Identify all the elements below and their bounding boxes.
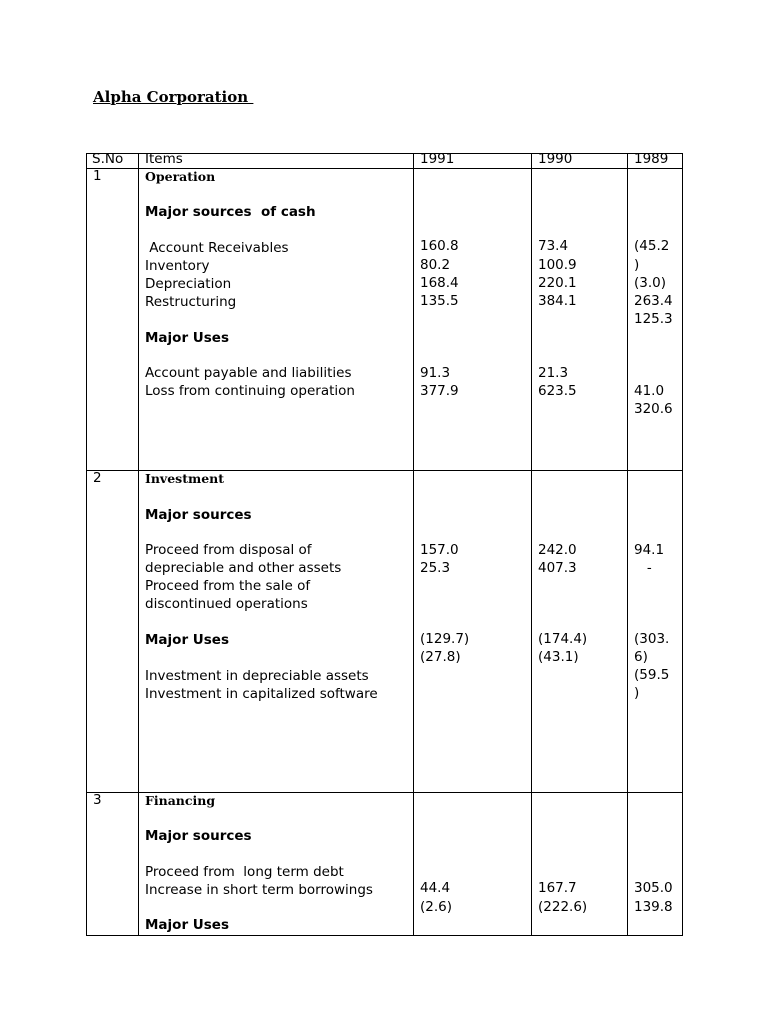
investment-sources-label: Major sources <box>145 507 252 523</box>
investment-uses-label: Major Uses <box>145 632 229 648</box>
header-items: Items <box>145 151 183 167</box>
value-1989: (3.0) <box>634 275 667 291</box>
value-1990: 242.0 <box>538 542 577 558</box>
financing-uses-label: Major Uses <box>145 917 229 933</box>
value-1989: ) <box>634 685 640 701</box>
item-label: Increase in short term borrowings <box>145 882 373 898</box>
value-1991: 377.9 <box>420 383 459 399</box>
item-label: Proceed from disposal of <box>145 542 312 558</box>
value-1991: 44.4 <box>420 880 451 896</box>
value-1989: - <box>634 560 652 576</box>
document-title: Alpha Corporation <box>93 88 254 106</box>
sno-1: 1 <box>93 168 102 184</box>
item-label: Investment in depreciable assets <box>145 668 369 684</box>
sno-2: 2 <box>93 470 102 486</box>
value-1990: 100.9 <box>538 257 577 273</box>
value-1991: 160.8 <box>420 238 459 254</box>
value-1991: 168.4 <box>420 275 459 291</box>
item-label: Inventory <box>145 258 210 274</box>
operation-sources-label: Major sources of cash <box>145 204 316 220</box>
item-label: Investment in capitalized software <box>145 686 378 702</box>
item-label: depreciable and other assets <box>145 560 342 576</box>
financing-sources-label: Major sources <box>145 828 252 844</box>
value-1989: (45.2 <box>634 238 670 254</box>
item-label: Loss from continuing operation <box>145 383 355 399</box>
value-1990: 407.3 <box>538 560 577 576</box>
value-1989: 125.3 <box>634 311 673 327</box>
value-1990: 623.5 <box>538 383 577 399</box>
item-label: discontinued operations <box>145 596 308 612</box>
value-1991: (129.7) <box>420 631 470 647</box>
value-1989: ) <box>634 257 640 273</box>
header-1991: 1991 <box>420 151 455 167</box>
item-label: Restructuring <box>145 294 237 310</box>
operation-uses-label: Major Uses <box>145 330 229 346</box>
header-sno: S.No <box>92 151 124 167</box>
value-1990: 167.7 <box>538 880 577 896</box>
header-1989: 1989 <box>634 151 669 167</box>
value-1990: (222.6) <box>538 899 588 915</box>
section-title-financing: Financing <box>145 793 216 808</box>
item-label: Proceed from the sale of <box>145 578 311 594</box>
value-1991: 80.2 <box>420 257 451 273</box>
item-label: Proceed from long term debt <box>145 864 344 880</box>
item-label: Depreciation <box>145 276 232 292</box>
value-1989: (303. <box>634 631 670 647</box>
value-1990: (174.4) <box>538 631 588 647</box>
value-1989: 320.6 <box>634 401 673 417</box>
sno-3: 3 <box>93 792 102 808</box>
value-1991: 157.0 <box>420 542 459 558</box>
value-1991: 25.3 <box>420 560 451 576</box>
value-1990: 73.4 <box>538 238 569 254</box>
value-1990: 220.1 <box>538 275 577 291</box>
value-1990: 384.1 <box>538 293 577 309</box>
value-1989: (59.5 <box>634 667 670 683</box>
value-1991: 135.5 <box>420 293 459 309</box>
value-1990: 21.3 <box>538 365 569 381</box>
value-1989: 263.4 <box>634 293 673 309</box>
value-1990: (43.1) <box>538 649 579 665</box>
value-1989: 41.0 <box>634 383 665 399</box>
item-label: Account payable and liabilities <box>145 365 352 381</box>
section-title-investment: Investment <box>145 471 225 486</box>
value-1991: (2.6) <box>420 899 453 915</box>
header-1990: 1990 <box>538 151 573 167</box>
item-label: Account Receivables <box>145 240 289 256</box>
value-1989: 305.0 <box>634 880 673 896</box>
section-title-operation: Operation <box>145 169 216 184</box>
value-1989: 6) <box>634 649 648 665</box>
value-1991: 91.3 <box>420 365 451 381</box>
value-1991: (27.8) <box>420 649 461 665</box>
value-1989: 139.8 <box>634 899 673 915</box>
value-1989: 94.1 <box>634 542 665 558</box>
